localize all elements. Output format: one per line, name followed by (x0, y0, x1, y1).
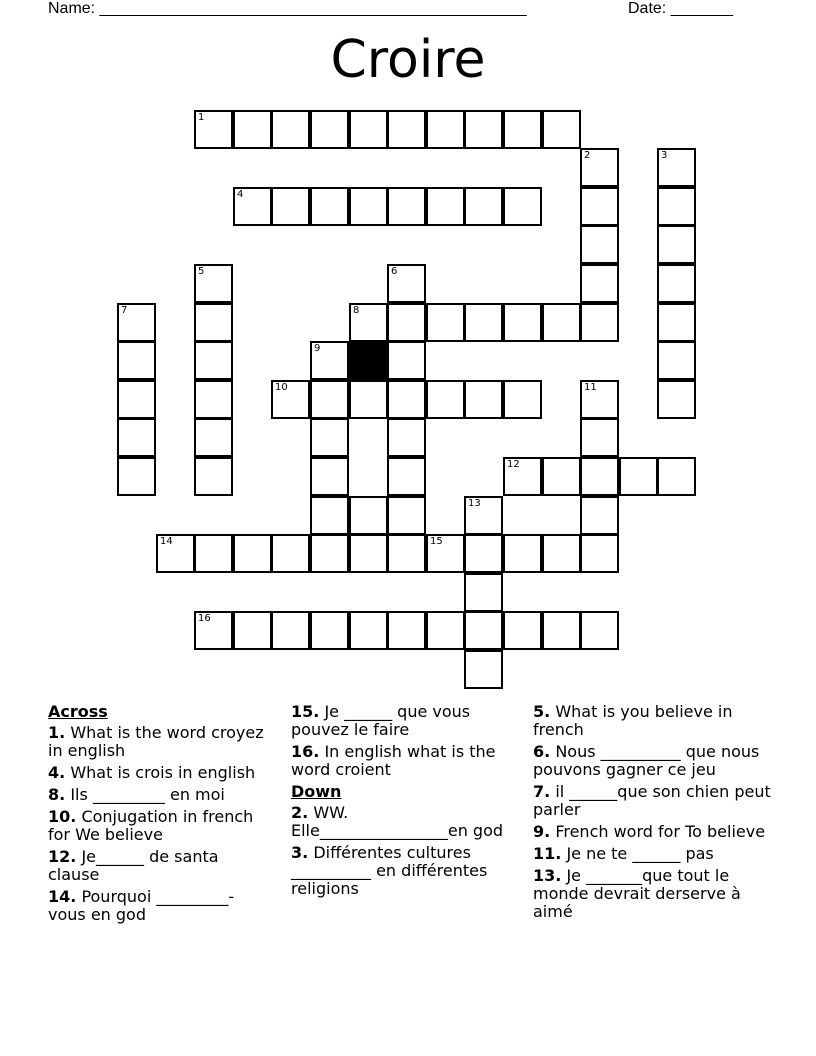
clue-text: il ______que son chien peut parler (533, 782, 771, 819)
clue-column-3 (533, 703, 771, 925)
down-clue-list (291, 804, 513, 898)
clue-item (48, 724, 270, 760)
grid-cell[interactable] (387, 418, 426, 457)
puzzle-title: Croire (330, 30, 486, 90)
grid-cell[interactable] (657, 303, 696, 342)
down-clue-list-continued (533, 703, 771, 921)
date-field: Date: _______ (628, 0, 733, 17)
clue-column-2 (291, 703, 513, 902)
clue-text: WW. Elle________________en god (291, 803, 504, 840)
clue-number-label: 13. (533, 866, 562, 885)
clue-number: 11 (584, 382, 597, 393)
grid-cell[interactable] (271, 110, 310, 149)
grid-cell[interactable] (464, 303, 503, 342)
clue-item (533, 783, 771, 819)
clue-item (291, 804, 513, 840)
clue-item (48, 888, 270, 924)
grid-cell[interactable] (194, 380, 233, 419)
clue-number-label: 14. (48, 887, 77, 906)
grid-cell[interactable] (542, 303, 581, 342)
clue-number: 5 (198, 266, 205, 277)
grid-cell[interactable] (310, 534, 349, 573)
clue-text: What is you believe in french (533, 702, 733, 739)
clue-number: 3 (661, 150, 668, 161)
grid-cell[interactable] (580, 534, 619, 573)
clue-item (533, 823, 771, 841)
clue-text: Conjugation in french for We believe (48, 807, 254, 844)
grid-cell[interactable] (657, 264, 696, 303)
across-clue-list (48, 724, 270, 924)
grid-cell[interactable] (580, 303, 619, 342)
grid-cell[interactable] (503, 303, 542, 342)
clue-text: French word for To believe (555, 822, 766, 841)
grid-cell[interactable] (542, 534, 581, 573)
grid-cell[interactable] (194, 341, 233, 380)
grid-cell[interactable] (194, 611, 233, 650)
clue-number-label: 4. (48, 763, 66, 782)
clue-text: Différentes cultures __________ en différentes religions (291, 843, 488, 898)
grid-cell[interactable] (426, 611, 465, 650)
grid-cell[interactable] (464, 187, 503, 226)
clue-number-label: 5. (533, 702, 551, 721)
grid-cell[interactable] (349, 303, 388, 342)
grid-cell[interactable] (117, 341, 156, 380)
grid-cell[interactable] (387, 457, 426, 496)
grid-cell[interactable] (657, 225, 696, 264)
grid-cell[interactable] (387, 303, 426, 342)
grid-cell[interactable] (194, 418, 233, 457)
clue-number: 10 (275, 382, 288, 393)
grid-cell[interactable] (233, 110, 272, 149)
grid-cell[interactable] (194, 110, 233, 149)
grid-cell[interactable] (233, 187, 272, 226)
grid-cell[interactable] (426, 110, 465, 149)
clue-number: 8 (353, 305, 360, 316)
grid-cell[interactable] (426, 534, 465, 573)
clue-item (48, 848, 270, 884)
grid-cell[interactable] (542, 457, 581, 496)
grid-cell[interactable] (310, 611, 349, 650)
grid-cell[interactable] (657, 341, 696, 380)
clue-number-label: 12. (48, 847, 77, 866)
grid-cell[interactable] (387, 380, 426, 419)
grid-cell[interactable] (503, 380, 542, 419)
grid-cell[interactable] (349, 187, 388, 226)
grid-cell[interactable] (580, 611, 619, 650)
grid-cell[interactable] (194, 264, 233, 303)
grid-cell[interactable] (349, 496, 388, 535)
grid-cell[interactable] (619, 457, 658, 496)
clue-text: In english what is the word croient (291, 742, 496, 779)
clue-number-label: 16. (291, 742, 320, 761)
clue-number-label: 6. (533, 742, 551, 761)
clue-number: 14 (160, 536, 173, 547)
grid-cell[interactable] (310, 341, 349, 380)
clue-text: Je ne te ______ pas (566, 844, 714, 863)
clue-item (48, 786, 270, 804)
grid-cell[interactable] (387, 611, 426, 650)
clue-number: 15 (430, 536, 443, 547)
clue-number-label: 15. (291, 702, 320, 721)
clue-number: 9 (314, 343, 321, 354)
grid-cell[interactable] (156, 534, 195, 573)
grid-cell[interactable] (194, 303, 233, 342)
clue-item (48, 764, 270, 782)
grid-cell[interactable] (426, 187, 465, 226)
grid-cell[interactable] (464, 611, 503, 650)
grid-cell[interactable] (426, 380, 465, 419)
grid-cell[interactable] (580, 457, 619, 496)
grid-cell[interactable] (271, 380, 310, 419)
grid-cell[interactable] (580, 418, 619, 457)
grid-cell[interactable] (310, 110, 349, 149)
clue-number-label: 11. (533, 844, 562, 863)
grid-cell[interactable] (657, 457, 696, 496)
clue-number-label: 7. (533, 782, 551, 801)
grid-cell[interactable] (464, 380, 503, 419)
clue-item (48, 808, 270, 844)
grid-cell[interactable] (194, 457, 233, 496)
clue-item (533, 743, 771, 779)
clue-text: Je______ de santa clause (48, 847, 219, 884)
clue-item (291, 743, 513, 779)
across-clue-list-continued (291, 703, 513, 779)
grid-cell[interactable] (580, 264, 619, 303)
grid-cell[interactable] (349, 534, 388, 573)
clue-text: Ils _________ en moi (70, 785, 225, 804)
grid-cell[interactable] (580, 380, 619, 419)
grid-cell[interactable] (117, 303, 156, 342)
grid-cell[interactable] (387, 264, 426, 303)
grid-cell[interactable] (503, 611, 542, 650)
grid-cell[interactable] (464, 573, 503, 612)
name-field: Name: ________________________________________________ (48, 0, 527, 17)
clue-number-label: 2. (291, 803, 309, 822)
clue-number: 12 (507, 459, 520, 470)
grid-cell[interactable] (387, 496, 426, 535)
grid-cell[interactable] (464, 110, 503, 149)
clue-text: Nous __________ que nous pouvons gagner ce jeu (533, 742, 760, 779)
down-heading: Down (291, 782, 342, 801)
grid-cell[interactable] (310, 380, 349, 419)
grid-cell[interactable] (580, 148, 619, 187)
clue-item (533, 703, 771, 739)
grid-cell[interactable] (117, 418, 156, 457)
clue-text: Pourquoi _________-vous en god (48, 887, 235, 924)
grid-cell[interactable] (271, 534, 310, 573)
grid-cell[interactable] (657, 187, 696, 226)
grid-cell[interactable] (349, 380, 388, 419)
grid-cell[interactable] (387, 110, 426, 149)
grid-cell[interactable] (503, 110, 542, 149)
clue-number: 1 (198, 112, 205, 123)
clue-number-label: 1. (48, 723, 66, 742)
grid-cell[interactable] (349, 110, 388, 149)
grid-cell[interactable] (580, 496, 619, 535)
clue-text: What is the word croyez in english (48, 723, 264, 760)
clue-text: What is crois in english (70, 763, 256, 782)
grid-cell[interactable] (117, 380, 156, 419)
black-cell (349, 341, 388, 380)
grid-cell[interactable] (349, 611, 388, 650)
clue-item (533, 845, 771, 863)
grid-cell[interactable] (542, 110, 581, 149)
grid-cell[interactable] (387, 534, 426, 573)
clue-number: 16 (198, 613, 211, 624)
clue-number: 2 (584, 150, 591, 161)
grid-cell[interactable] (464, 534, 503, 573)
clue-item (291, 703, 513, 739)
clue-text: Je _______que tout le monde devrait derserve à aimé (533, 866, 741, 921)
clue-number: 6 (391, 266, 398, 277)
grid-cell[interactable] (310, 496, 349, 535)
clue-number-label: 9. (533, 822, 551, 841)
grid-cell[interactable] (464, 650, 503, 689)
clue-item (291, 844, 513, 898)
grid-cell[interactable] (464, 496, 503, 535)
grid-cell[interactable] (310, 418, 349, 457)
grid-cell[interactable] (271, 187, 310, 226)
clue-number-label: 10. (48, 807, 77, 826)
clue-number-label: 8. (48, 785, 66, 804)
grid-cell[interactable] (271, 611, 310, 650)
clue-column-1 (48, 703, 270, 928)
grid-cell[interactable] (503, 187, 542, 226)
across-heading: Across (48, 702, 108, 721)
grid-cell[interactable] (310, 457, 349, 496)
grid-cell[interactable] (503, 457, 542, 496)
clue-number: 13 (468, 498, 481, 509)
grid-cell[interactable] (657, 380, 696, 419)
clue-number: 7 (121, 305, 128, 316)
clue-number: 4 (237, 189, 244, 200)
grid-cell[interactable] (310, 187, 349, 226)
grid-cell[interactable] (426, 303, 465, 342)
grid-cell[interactable] (580, 225, 619, 264)
clue-text: Je ______ que vous pouvez le faire (291, 702, 471, 739)
grid-cell[interactable] (657, 148, 696, 187)
grid-cell[interactable] (233, 534, 272, 573)
clue-number-label: 3. (291, 843, 309, 862)
grid-cell[interactable] (117, 457, 156, 496)
grid-cell[interactable] (233, 611, 272, 650)
grid-cell[interactable] (387, 341, 426, 380)
grid-cell[interactable] (542, 611, 581, 650)
grid-cell[interactable] (387, 187, 426, 226)
clue-item (533, 867, 771, 921)
grid-cell[interactable] (503, 534, 542, 573)
grid-cell[interactable] (194, 534, 233, 573)
grid-cell[interactable] (580, 187, 619, 226)
